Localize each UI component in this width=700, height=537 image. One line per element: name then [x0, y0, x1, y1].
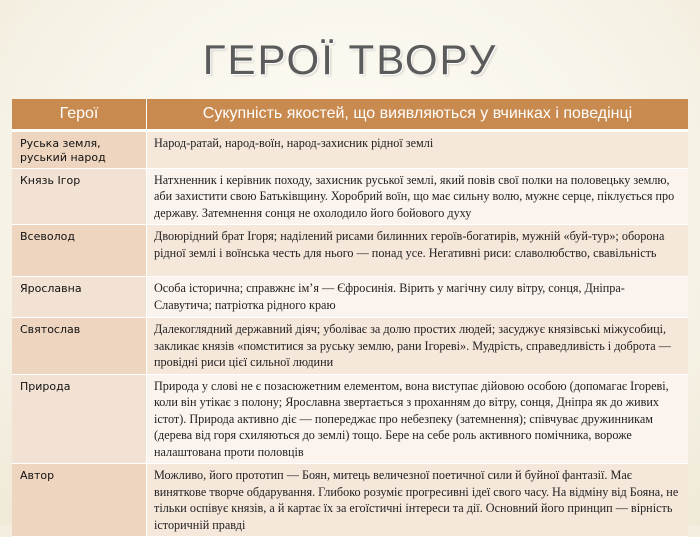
- slide-title: ГЕРОЇ ТВОРУ: [202, 36, 498, 83]
- hero-description: Можливо, його прототип — Боян, митець величезної поетичної сили й буйної фантазії. Має винятковe творче обдарування. Глибоко розуміє прогресивні ідеї свого часу. На відміну від Бояна, не тільки оспівує князів, а й картає їх за егоїстичні інтереси та дії. Основний його принцип — вірність історичній правді: [147, 464, 689, 537]
- table-row: [12, 168, 688, 225]
- table-row: [12, 277, 688, 318]
- header-qualities: Сукупність якостей, що виявляються у вчинках і поведінці: [147, 99, 689, 130]
- hero-name: Князь Ігор: [12, 168, 147, 225]
- table-row: [12, 374, 688, 464]
- hero-name: Автор: [12, 464, 147, 537]
- hero-description: Народ-ратай, народ-воїн, народ-захисник рідної землі: [147, 130, 689, 168]
- hero-description: Натхненник і керівник походу, захисник руської землі, який повів свої полки на половецьку землю, аби захистити свою Батьківщину. Хоробрий воїн, що має сильну волю, мужнє серце, піклується про державу. Затемнення сонця не охолодило його бойового духу: [147, 168, 689, 225]
- heroes-table: [12, 99, 688, 537]
- table-row: [12, 464, 688, 537]
- hero-description: Особа історична; справжнє ім’я — Єфросинія. Вірить у магічну силу вітру, сонця, Дніпра-Славутича; патріотка рідного краю: [147, 277, 689, 318]
- hero-description: Двоюрідний брат Ігоря; наділений рисами билинних героїв-богатирів, мужній «буй-тур»; оборона рідної землі і воїнська честь для нього — понад усе. Негативні риси: славолюбство, свавільність: [147, 225, 689, 277]
- table-row: [12, 318, 688, 375]
- hero-name: Руська земля, руський народ: [12, 130, 147, 168]
- table-header-row: [12, 99, 688, 130]
- table-row: [12, 130, 688, 168]
- hero-description: Далекоглядний державний діяч; уболіває за долю простих людей; засуджує князівські міжусобиці, закликає князів «помститися за руську землю, рани Ігореві». Мудрість, справедливість і доброта — провідні риси цієї сильної людини: [147, 318, 689, 375]
- header-heroes: Герої: [12, 99, 147, 130]
- hero-name: Природа: [12, 374, 147, 464]
- hero-name: Всеволод: [12, 225, 147, 277]
- table-row: [12, 225, 688, 277]
- hero-name: Святослав: [12, 318, 147, 375]
- hero-description: Природа у слові не є позасюжетним елементом, вона виступає дійовою особою (допомагає Ігореві, коли він утікає з полону; Ярославна звертається з проханням до вітру, сонця, Дніпра як до живих істот). Природа активно діє — попереджає про небезпеку (затемнення); співчуває дружинникам (дерева від горя схиляються до землі) тощо. Бере на себе роль активного помічника, вороже налаштована проти половців: [147, 374, 689, 464]
- hero-name: Ярославна: [12, 277, 147, 318]
